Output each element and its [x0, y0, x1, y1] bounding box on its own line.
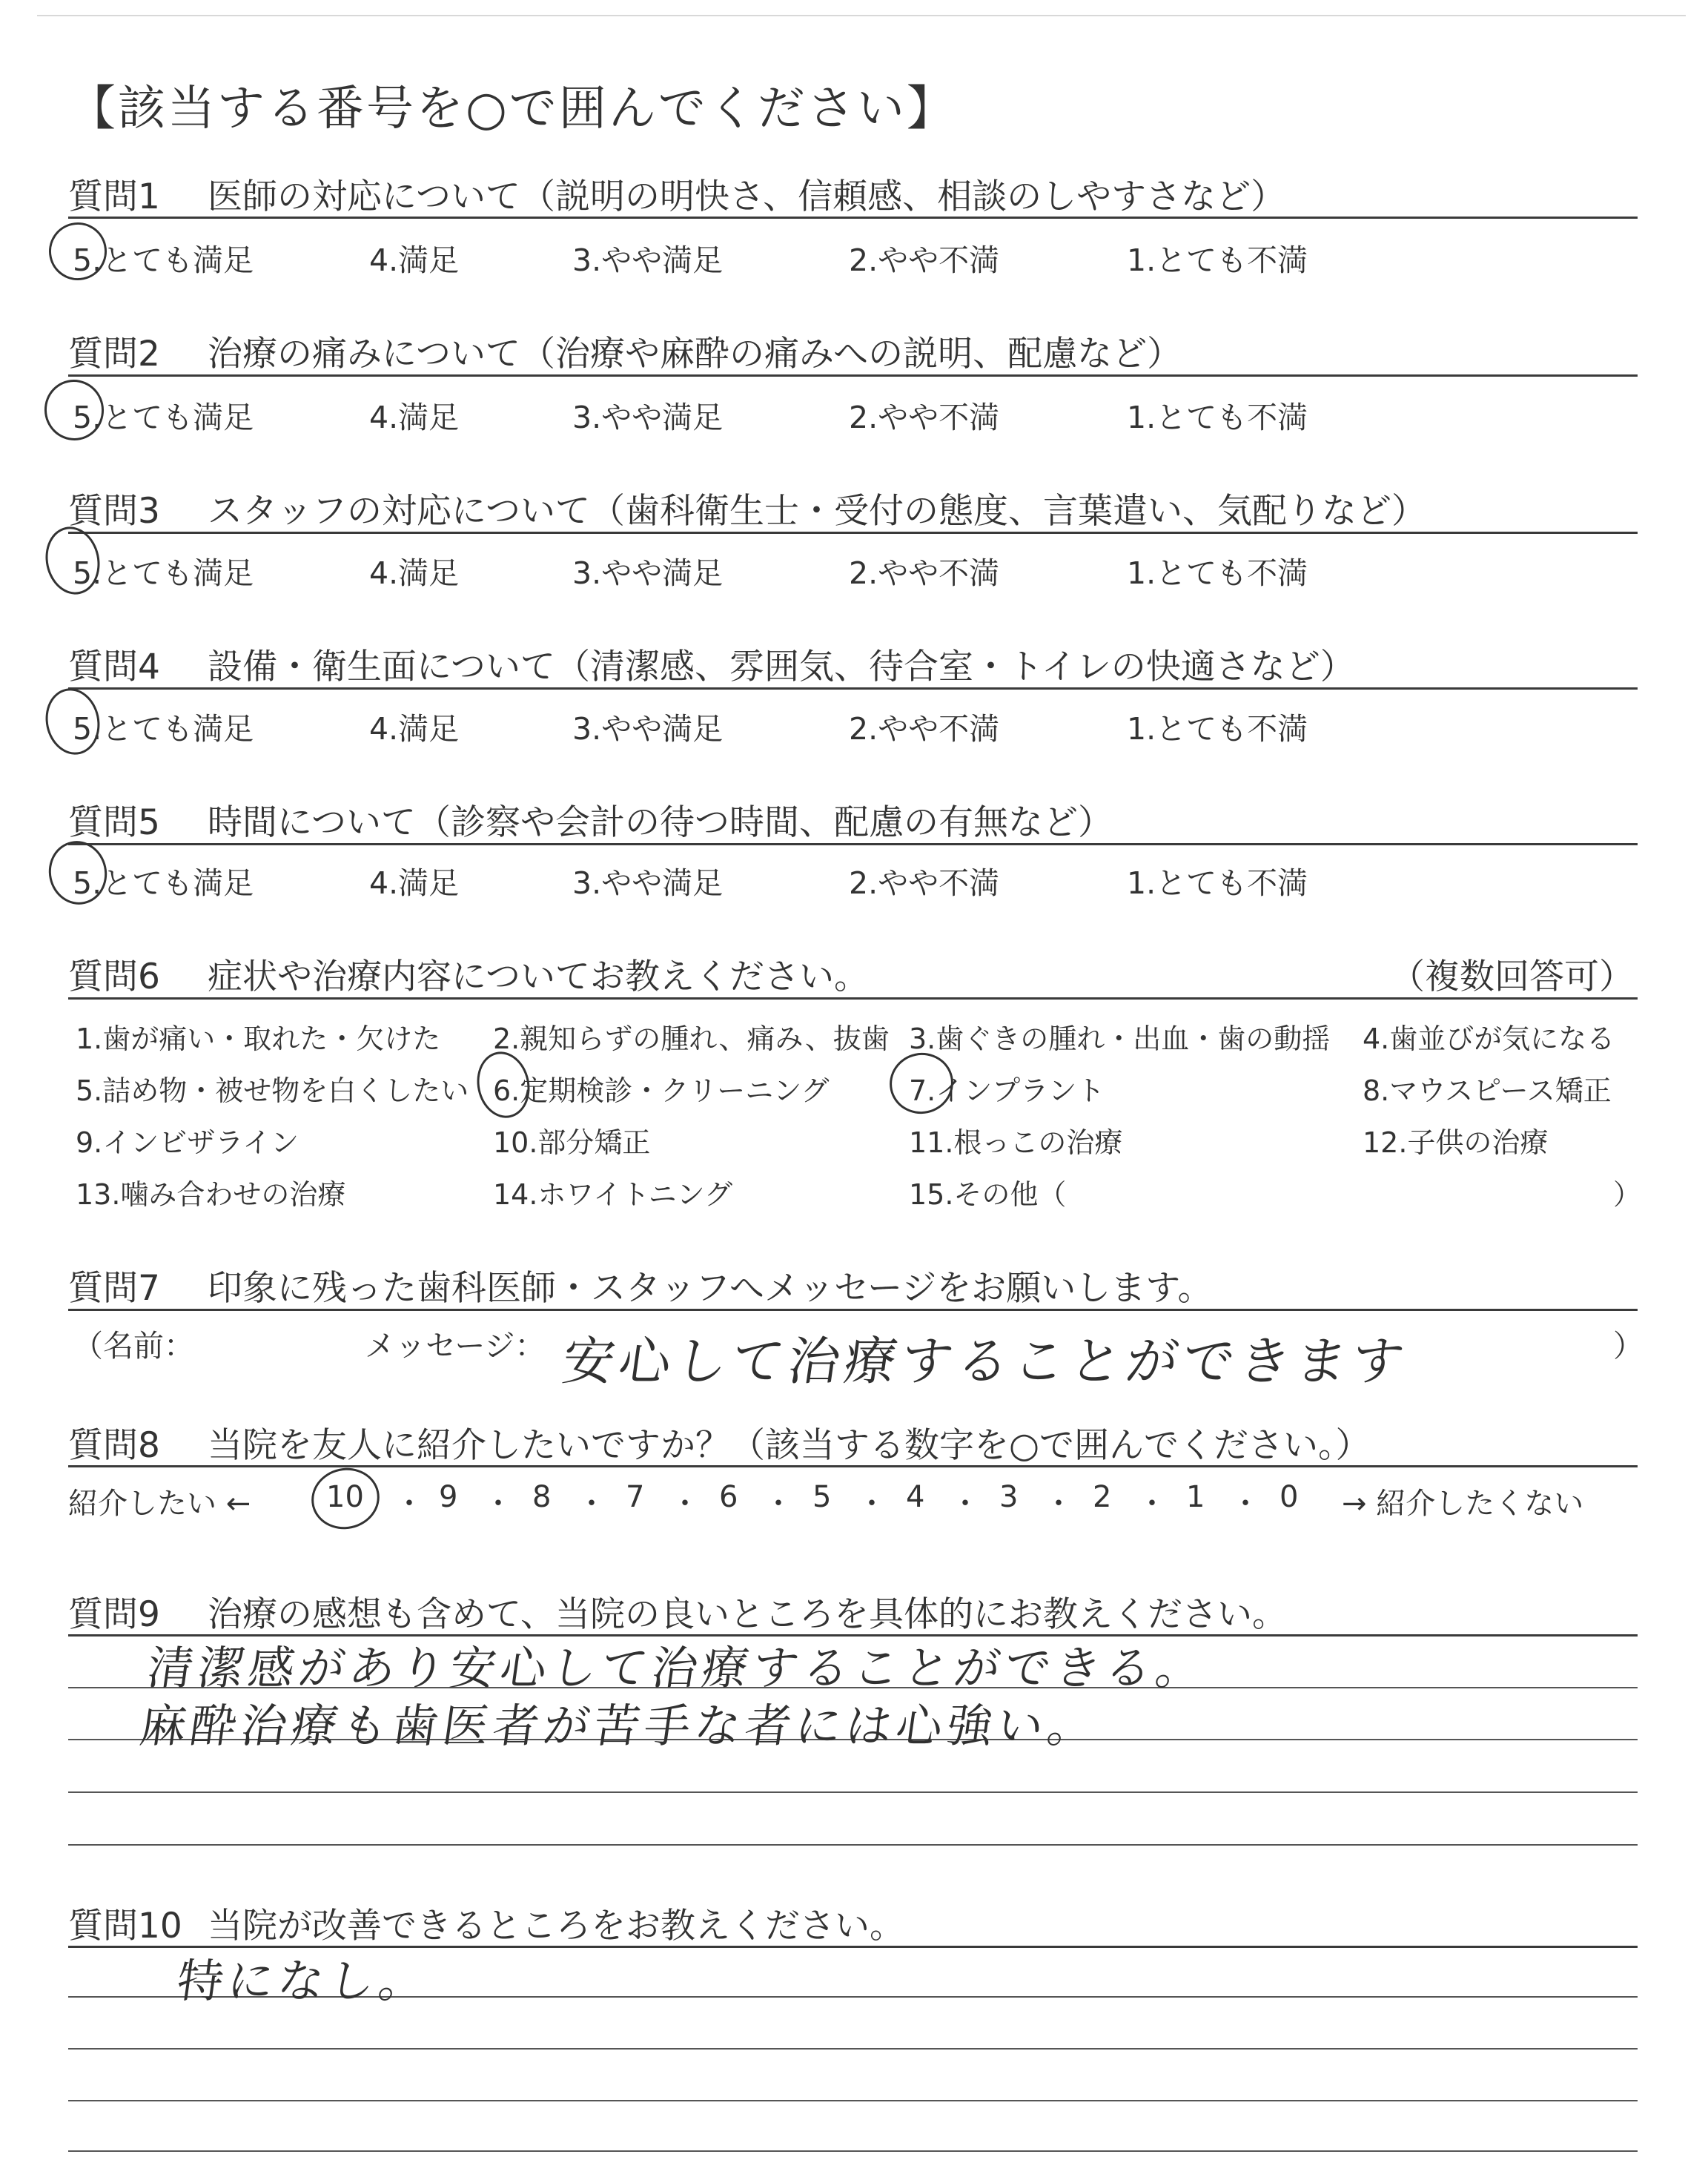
rating-option[interactable]: 4.満足 — [369, 400, 460, 435]
treatment-option[interactable]: 5.詰め物・被せ物を白くしたい — [76, 1074, 469, 1107]
scale-dot: ・ — [670, 1487, 700, 1521]
rating-option[interactable]: 3.やや満足 — [572, 555, 724, 591]
scale-dot: ・ — [1231, 1487, 1260, 1521]
treatment-option-other[interactable]: 15.その他（ — [909, 1178, 1067, 1211]
handwritten-answer-line: 清潔感があり安心して治療することができる。 — [144, 1641, 1211, 1695]
question-text: 設備・衛生面について（清潔感、雰囲気、待合室・トイレの快適さなど） — [208, 647, 1355, 687]
question-7 — [68, 1261, 1634, 1310]
selection-circle — [39, 683, 105, 759]
treatment-option[interactable]: 2.親知らずの腫れ、痛み、抜歯 — [493, 1023, 890, 1055]
question-rule — [68, 1465, 1638, 1467]
question-9 — [68, 1587, 1634, 1636]
scale-dot: ・ — [1137, 1487, 1167, 1521]
question-rule — [68, 374, 1638, 377]
answer-line — [68, 2048, 1638, 2050]
question-3 — [68, 483, 1634, 533]
scale-4[interactable]: 4 — [906, 1480, 925, 1514]
question-rule — [68, 532, 1638, 534]
question-1 — [68, 169, 1634, 219]
treatment-option[interactable]: 1.歯が痛い・取れた・欠けた — [76, 1023, 441, 1055]
rating-option[interactable]: 2.やや不満 — [849, 555, 1000, 591]
question-number: 質問5 — [68, 802, 160, 843]
treatment-option[interactable]: 3.歯ぐきの腫れ・出血・歯の動揺 — [909, 1023, 1331, 1055]
rating-option[interactable]: 5.とても満足 — [73, 555, 254, 591]
name-label: （名前： — [73, 1328, 194, 1364]
selection-circle — [471, 1047, 535, 1123]
question-number: 質問6 — [68, 957, 160, 997]
treatment-option[interactable]: 14.ホワイトニング — [493, 1178, 733, 1211]
question-5 — [68, 795, 1634, 845]
scale-dot: ・ — [1044, 1487, 1073, 1521]
question-number: 質問2 — [68, 334, 160, 374]
rating-option[interactable]: 2.やや不満 — [849, 711, 1000, 747]
question-text: スタッフの対応について（歯科衛生士・受付の態度、言葉遣い、気配りなど） — [208, 491, 1427, 532]
answer-line — [68, 2100, 1638, 2101]
question-text: 印象に残った歯科医師・スタッフへメッセージをお願いします。 — [208, 1268, 1213, 1309]
question-number: 質問7 — [68, 1268, 160, 1309]
question-text: 医師の対応について（説明の明快さ、信頼感、相談のしやすさなど） — [208, 176, 1286, 217]
question-number: 質問4 — [68, 647, 160, 687]
answer-line — [68, 1791, 1638, 1793]
scale-8[interactable]: 8 — [532, 1480, 552, 1514]
question-rule — [68, 997, 1638, 1000]
treatment-option[interactable]: 11.根っこの治療 — [909, 1126, 1123, 1159]
question-text: 治療の痛みについて（治療や麻酔の痛みへの説明、配慮など） — [208, 334, 1182, 374]
question-number: 質問1 — [68, 176, 160, 217]
rating-option[interactable]: 2.やや不満 — [849, 865, 1000, 901]
treatment-option[interactable]: 4.歯並びが気になる — [1363, 1023, 1615, 1055]
rating-option[interactable]: 5.とても満足 — [73, 711, 254, 747]
question-number: 質問3 — [68, 491, 160, 532]
treatment-option[interactable]: 6.定期検診・クリーニング — [493, 1074, 830, 1107]
question-text: 治療の感想も含めて、当院の良いところを具体的にお教えください。 — [208, 1594, 1288, 1635]
rating-option[interactable]: 4.満足 — [369, 865, 460, 901]
question-rule — [68, 843, 1638, 845]
rating-option[interactable]: 1.とても不満 — [1127, 242, 1308, 278]
treatment-option[interactable]: 13.噛み合わせの治療 — [76, 1178, 346, 1211]
treatment-option[interactable]: 9.インビザライン — [76, 1126, 299, 1159]
handwritten-answer: 特になし。 — [173, 1954, 434, 2008]
answer-line — [68, 1844, 1638, 1846]
scale-9[interactable]: 9 — [439, 1480, 458, 1514]
treatment-option[interactable]: 12.子供の治療 — [1363, 1126, 1549, 1159]
treatment-option[interactable]: 8.マウスピース矯正 — [1363, 1074, 1612, 1107]
scale-1[interactable]: 1 — [1186, 1480, 1205, 1514]
question-text: 症状や治療内容についてお教えください。 — [208, 957, 870, 997]
rating-option[interactable]: 1.とても不満 — [1127, 865, 1308, 901]
question-number: 質問10 — [68, 1906, 182, 1946]
selection-circle — [884, 1047, 959, 1120]
question-6 — [68, 949, 1634, 999]
page-title: 【該当する番号を○で囲んでください】 — [68, 82, 956, 136]
rating-option[interactable]: 2.やや不満 — [849, 242, 1000, 278]
message-close-paren: ） — [1613, 1328, 1644, 1364]
scale-dot: ・ — [483, 1487, 513, 1521]
rating-option[interactable]: 1.とても不満 — [1127, 711, 1308, 747]
scale-5[interactable]: 5 — [812, 1480, 832, 1514]
question-rule — [68, 1309, 1638, 1311]
scale-0[interactable]: 0 — [1280, 1480, 1299, 1514]
rating-option[interactable]: 3.やや満足 — [572, 865, 724, 901]
handwritten-message: 安心して治療することができます — [558, 1331, 1412, 1392]
question-2 — [68, 326, 1634, 376]
rating-option[interactable]: 4.満足 — [369, 555, 460, 591]
scale-dot: ・ — [950, 1487, 980, 1521]
scale-2[interactable]: 2 — [1093, 1480, 1112, 1514]
rating-option[interactable]: 2.やや不満 — [849, 400, 1000, 435]
question-number: 質問8 — [68, 1425, 160, 1466]
page-top-edge — [37, 15, 1686, 16]
question-number: 質問9 — [68, 1594, 160, 1635]
recommend-right-label: → 紹介したくない — [1342, 1487, 1584, 1521]
rating-option[interactable]: 3.やや満足 — [572, 711, 724, 747]
treatment-option[interactable]: 10.部分矯正 — [493, 1126, 651, 1159]
rating-option[interactable]: 1.とても不満 — [1127, 400, 1308, 435]
question-4 — [68, 639, 1634, 689]
scale-dot: ・ — [577, 1487, 606, 1521]
handwritten-answer-line: 麻酔治療も歯医者が苦手な者には心強い。 — [136, 1699, 1102, 1753]
scale-dot: ・ — [857, 1487, 887, 1521]
message-label: メッセージ： — [365, 1328, 546, 1364]
rating-option[interactable]: 5.とても満足 — [73, 865, 254, 901]
scale-dot: ・ — [764, 1487, 793, 1521]
rating-option[interactable]: 1.とても不満 — [1127, 555, 1308, 591]
rating-option[interactable]: 3.やや満足 — [572, 242, 724, 278]
question-text: 時間について（診察や会計の待つ時間、配慮の有無など） — [208, 802, 1113, 843]
rating-option[interactable]: 5.とても満足 — [73, 400, 254, 435]
question-rule — [68, 217, 1638, 219]
scale-dot: ・ — [394, 1487, 424, 1521]
recommend-left-label: 紹介したい ← — [68, 1487, 251, 1521]
scale-10[interactable]: 10 — [326, 1480, 364, 1514]
question-text: 当院が改善できるところをお教えください。 — [208, 1906, 904, 1946]
treatment-option[interactable]: 7.インプラント — [909, 1074, 1105, 1107]
question-10 — [68, 1898, 1634, 1948]
question-8 — [68, 1418, 1634, 1467]
rating-option[interactable]: 5.とても満足 — [73, 242, 254, 278]
selection-circle — [305, 1462, 385, 1535]
answer-line — [68, 2150, 1638, 2152]
rating-option[interactable]: 4.満足 — [369, 242, 460, 278]
scale-6[interactable]: 6 — [719, 1480, 738, 1514]
multiple-answer-note: （複数回答可） — [1390, 957, 1634, 997]
rating-option[interactable]: 3.やや満足 — [572, 400, 724, 435]
rating-option[interactable]: 4.満足 — [369, 711, 460, 747]
question-rule — [68, 687, 1638, 690]
scale-7[interactable]: 7 — [626, 1480, 645, 1514]
question-text: 当院を友人に紹介したいですか？（該当する数字を○で囲んでください。） — [208, 1425, 1371, 1466]
other-close-paren: ） — [1613, 1178, 1642, 1211]
scale-3[interactable]: 3 — [999, 1480, 1019, 1514]
